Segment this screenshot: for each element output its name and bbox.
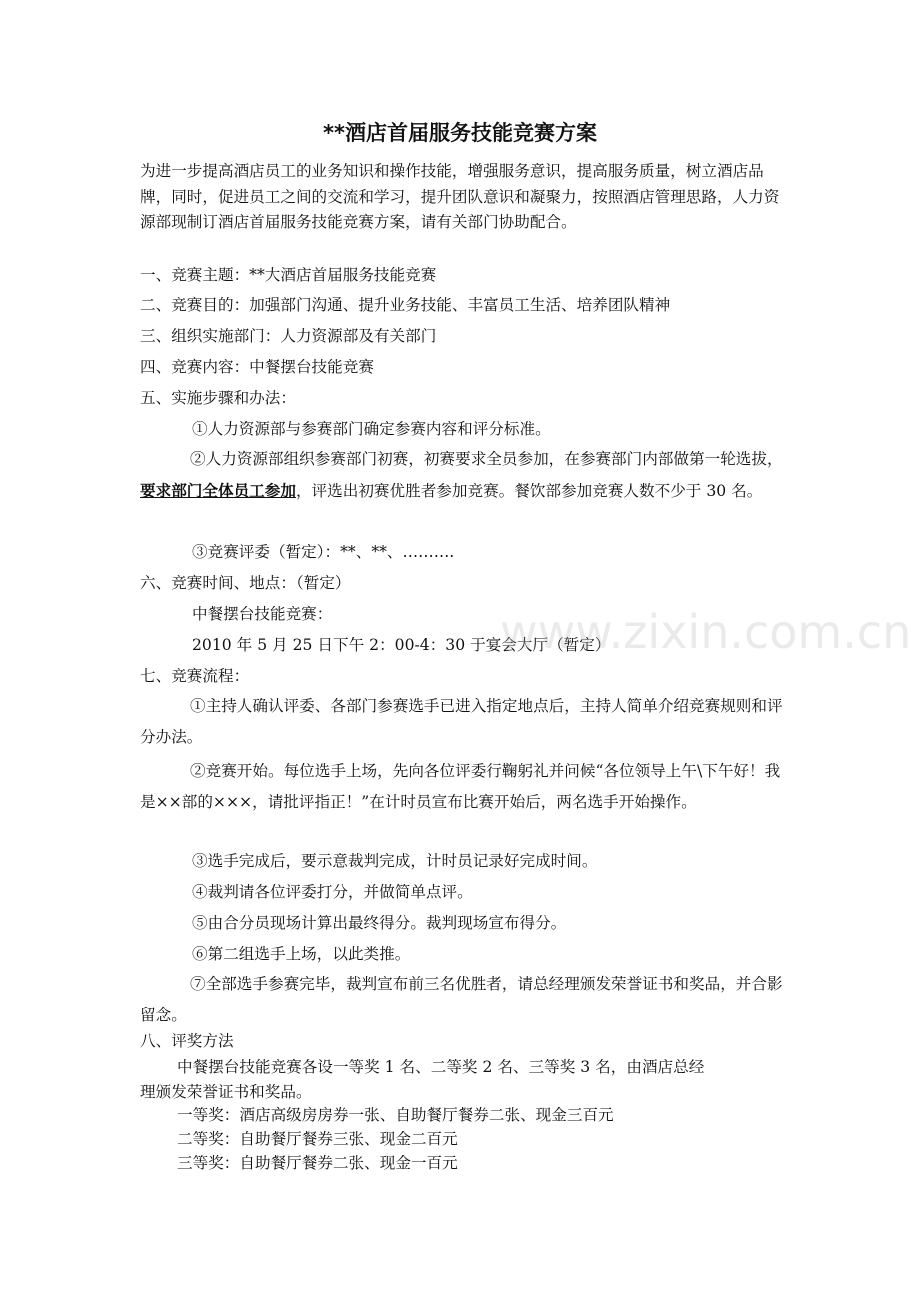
process-3: ③选手完成后，要示意裁判完成，计时员记录好完成时间。	[192, 852, 598, 870]
second-prize: 二等奖：自助餐厅餐券三张、现金二百元	[177, 1130, 458, 1148]
process-4: ④裁判请各位评委打分，并做简单点评。	[192, 883, 473, 901]
step-3: ③竞赛评委（暂定）：**、**、……….	[192, 543, 455, 561]
process-6: ⑥第二组选手上场，以此类推。	[192, 945, 411, 963]
watermark: www.zixin.com.cn	[500, 605, 912, 659]
event-name: 中餐摆台技能竞赛：	[192, 605, 333, 623]
process-7-text: ⑦全部选手参赛完毕，裁判宣布前三名优胜者，请总经理颁发荣誉证书和奖品，并合影留念。	[140, 975, 783, 1024]
section-time-place: 六、竞赛时间、地点：（暂定）	[140, 574, 351, 592]
intro-paragraph: 为进一步提高酒店员工的业务知识和操作技能，增强服务意识，提高服务质量，树立酒店品牌，同时，促进员工之间的交流和学习，提升团队意识和凝聚力，按照酒店管理思路，人力资源部现制订酒店首届服务技能竞赛方案，请有关部门协助配合。	[140, 162, 780, 231]
section-awards: 八、评奖方法	[140, 1032, 234, 1050]
step-2	[140, 444, 790, 507]
section-purpose: 二、竞赛目的：加强部门沟通、提升业务技能、丰富员工生活、培养团队精神	[140, 296, 671, 314]
step-2-text-a: ②人力资源部组织参赛部门初赛，初赛要求全员参加，在参赛部门内部做第一轮选拔，	[190, 450, 783, 468]
step-1: ①人力资源部与参赛部门确定参赛内容和评分标准。	[192, 420, 551, 438]
section-theme: 一、竞赛主题：**大酒店首届服务技能竞赛	[140, 266, 437, 284]
step-2-emphasis: 要求部门全体员工参加	[140, 481, 296, 500]
third-prize: 三等奖：自助餐厅餐券二张、现金一百元	[177, 1154, 458, 1172]
awards-desc-line-2: 理颁发荣誉证书和奖品。	[140, 1083, 312, 1101]
section-steps: 五、实施步骤和办法：	[140, 389, 296, 407]
section-content: 四、竞赛内容：中餐摆台技能竞赛	[140, 358, 374, 376]
process-2-text: ②竞赛开始。每位选手上场，先向各位评委行鞠躬礼并问候“各位领导上午\下午好！我是××部的×××，请批评指正！”在计时员宣布比赛开始后，两名选手开始操作。	[140, 762, 781, 811]
section-process: 七、竞赛流程：	[140, 667, 250, 685]
event-time: 2010 年 5 月 25 日下午 2：00-4：30 于宴会大厅（暂定）	[192, 636, 611, 654]
first-prize: 一等奖：酒店高级房房券一张、自助餐厅餐券二张、现金三百元	[177, 1106, 614, 1124]
process-1	[140, 691, 790, 753]
step-2-text-c: ，评选出初赛优胜者参加竞赛。餐饮部参加竞赛人数不少于 30 名。	[295, 482, 763, 500]
process-7	[140, 969, 790, 1031]
document-title: **酒店首届服务技能竞赛方案	[323, 121, 597, 145]
process-1-text: ①主持人确认评委、各部门参赛选手已进入指定地点后，主持人简单介绍竞赛规则和评分办法。	[140, 697, 783, 746]
awards-desc-line-1: 中餐摆台技能竞赛各设一等奖 1 名、二等奖 2 名、三等奖 3 名，由酒店总经	[177, 1058, 705, 1076]
process-5: ⑤由合分员现场计算出最终得分。裁判现场宣布得分。	[192, 914, 567, 932]
section-organizer: 三、组织实施部门：人力资源部及有关部门	[140, 327, 437, 345]
process-2	[140, 756, 790, 818]
